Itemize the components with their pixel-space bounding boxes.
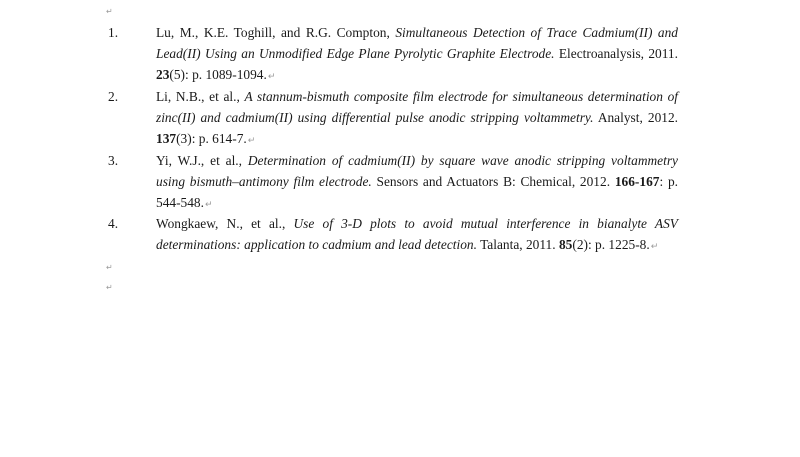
paragraph-mark: ↵ <box>106 263 113 272</box>
reference-journal: Talanta, 2011. <box>480 237 556 252</box>
paragraph-mark: ↵ <box>267 72 276 82</box>
reference-text <box>156 150 678 216</box>
reference-journal: Electroanalysis, 2011. <box>558 46 678 61</box>
reference-journal: Analyst, 2012. <box>597 110 678 125</box>
reference-text <box>156 213 678 258</box>
reference-authors: Lu, M., K.E. Toghill, and R.G. Compton, <box>156 25 390 40</box>
paragraph-mark: ↵ <box>106 7 113 16</box>
reference-text <box>156 22 678 88</box>
reference-item <box>108 213 678 258</box>
reference-issue-pages: (2): p. 1225-8. <box>572 237 650 252</box>
reference-text <box>156 86 678 152</box>
reference-volume: 85 <box>558 237 573 252</box>
reference-number: 4. <box>108 216 119 231</box>
reference-issue-pages: (3): p. 614-7. <box>176 131 247 146</box>
reference-title: A stannum-bismuth composite film electrode for simultaneous determination of zinc(II) and cadmium(II) using differential pulse anodic stripping voltammetry. <box>156 89 678 125</box>
reference-volume: 23 <box>156 67 170 82</box>
reference-volume: 166-167 <box>614 174 660 189</box>
reference-authors: Li, N.B., et al., <box>156 89 240 104</box>
paragraph-mark: ↵ <box>204 200 213 210</box>
reference-item <box>108 86 678 152</box>
reference-number: 1. <box>108 25 119 40</box>
reference-authors: Yi, W.J., et al., <box>156 153 243 168</box>
paragraph-mark: ↵ <box>106 283 113 292</box>
reference-volume: 137 <box>156 131 177 146</box>
reference-item <box>108 22 678 88</box>
reference-issue-pages: : p. 544-548. <box>156 174 678 210</box>
reference-title: Simultaneous Detection of Trace Cadmium(II) and Lead(II) Using an Unmodified Edge Plane Pyrolytic Graphite Electrode. <box>156 25 678 61</box>
reference-number: 2. <box>108 89 119 104</box>
reference-journal: Sensors and Actuators B: Chemical, 2012. <box>376 174 611 189</box>
reference-authors: Wongkaew, N., et al., <box>156 216 286 231</box>
reference-title: Use of 3-D plots to avoid mutual interference in bianalyte ASV determinations: application to cadmium and lead detection. <box>156 216 678 252</box>
paragraph-mark: ↵ <box>650 242 659 252</box>
reference-issue-pages: (5): p. 1089-1094. <box>169 67 267 82</box>
paragraph-mark: ↵ <box>247 136 256 146</box>
reference-title: Determination of cadmium(II) by square wave anodic stripping voltammetry using bismuth–antimony film electrode. <box>156 153 678 189</box>
reference-item <box>108 150 678 216</box>
reference-number: 3. <box>108 153 119 168</box>
